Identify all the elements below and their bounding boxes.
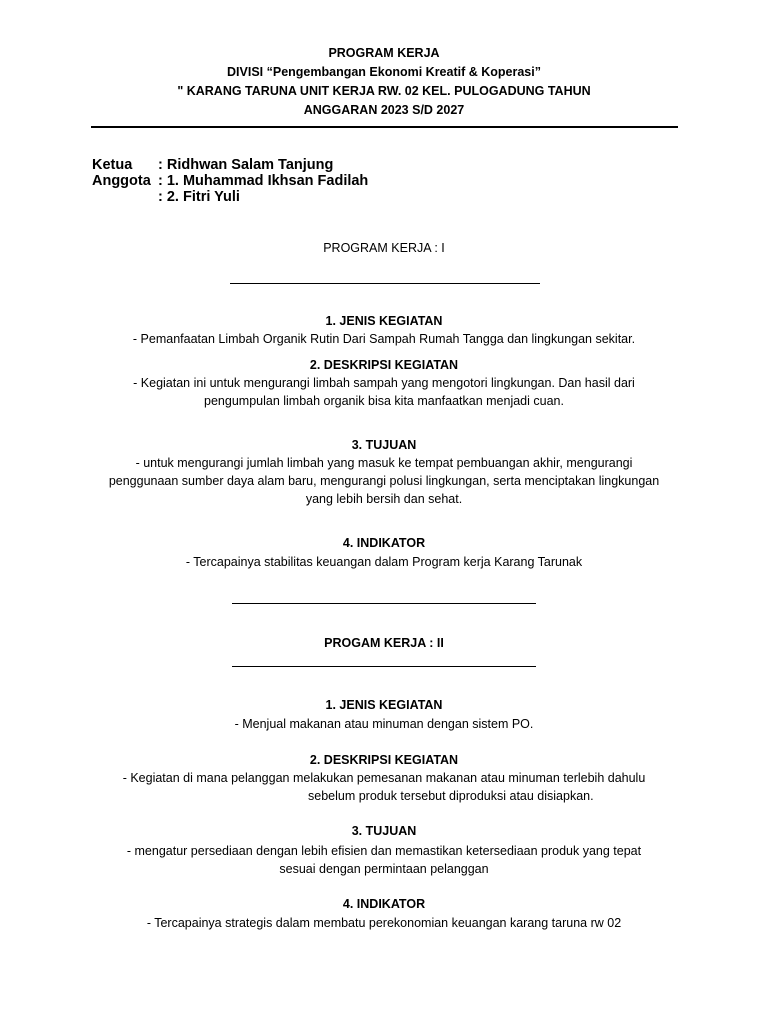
program1-deskripsi-heading: 2. DESKRIPSI KEGIATAN xyxy=(309,358,459,372)
program1-jenis-heading: 1. JENIS KEGIATAN xyxy=(325,314,443,328)
program1-tujuan-line2: penggunaan sumber daya alam baru, mengurangi polusi lingkungan, serta menciptakan lingkungan xyxy=(108,474,660,488)
header-division: DIVISI “Pengembangan Ekonomi Kreatif & Koperasi” xyxy=(227,65,541,79)
anggota-spacer xyxy=(92,189,158,205)
program2-deskripsi-heading: 2. DESKRIPSI KEGIATAN xyxy=(309,753,459,767)
program-separator-rule xyxy=(232,603,536,604)
ketua-value: : Ridhwan Salam Tanjung xyxy=(158,157,334,173)
program1-indikator-text: - Tercapainya stabilitas keuangan dalam Program kerja Karang Tarunak xyxy=(185,555,583,569)
anggota-row-2 xyxy=(92,189,368,205)
program1-indikator-heading: 4. INDIKATOR xyxy=(342,536,426,550)
anggota-1: : 1. Muhammad Ikhsan Fadilah xyxy=(158,173,369,189)
program1-tujuan-line3: yang lebih bersih dan sehat. xyxy=(305,492,463,506)
program1-tujuan-heading: 3. TUJUAN xyxy=(351,438,417,452)
program1-deskripsi-line1: - Kegiatan ini untuk mengurangi limbah sampah yang mengotori lingkungan. Dan hasil dari xyxy=(133,376,635,390)
program2-deskripsi-line2: sebelum produk tersebut diproduksi atau disiapkan. xyxy=(308,789,594,803)
program2-tujuan-line1: - mengatur persediaan dengan lebih efisien dan memastikan ketersediaan produk yang tepat xyxy=(126,844,642,858)
header-budget-year: ANGGARAN 2023 S/D 2027 xyxy=(303,103,465,117)
document-header xyxy=(0,44,768,120)
header-organization: " KARANG TARUNA UNIT KERJA RW. 02 KEL. PULOGADUNG TAHUN xyxy=(177,84,591,98)
program2-indikator-text: - Tercapainya strategis dalam membatu perekonomian keuangan karang taruna rw 02 xyxy=(146,916,622,930)
program1-title-rule xyxy=(230,283,540,284)
program1-jenis-text: - Pemanfaatan Limbah Organik Rutin Dari Sampah Rumah Tangga dan lingkungan sekitar. xyxy=(132,332,636,346)
anggota-2: : 2. Fitri Yuli xyxy=(158,189,240,205)
members-block xyxy=(92,157,368,205)
program2-title-rule xyxy=(232,666,536,667)
program2-indikator-heading: 4. INDIKATOR xyxy=(342,897,426,911)
program1-tujuan-line1: - untuk mengurangi jumlah limbah yang masuk ke tempat pembuangan akhir, mengurangi xyxy=(135,456,633,470)
ketua-row xyxy=(92,157,368,173)
program1-deskripsi-line2: pengumpulan limbah organik bisa kita manfaatkan menjadi cuan. xyxy=(204,394,564,408)
anggota-label: Anggota xyxy=(92,173,151,189)
header-divider xyxy=(91,126,678,128)
program2-jenis-text: - Menjual makanan atau minuman dengan sistem PO. xyxy=(234,717,534,731)
program2-deskripsi-line2-wrap xyxy=(0,787,768,805)
program1-title: PROGRAM KERJA : I xyxy=(323,241,445,255)
program2-title: PROGAM KERJA : II xyxy=(324,636,444,650)
ketua-label: Ketua xyxy=(92,157,133,173)
program2-jenis-heading: 1. JENIS KEGIATAN xyxy=(325,698,443,712)
anggota-row xyxy=(92,173,368,189)
program2-tujuan-line2: sesuai dengan permintaan pelanggan xyxy=(279,862,489,876)
program2-deskripsi-line1: - Kegiatan di mana pelanggan melakukan pemesanan makanan atau minuman terlebih dahulu xyxy=(122,771,646,785)
program2-tujuan-heading: 3. TUJUAN xyxy=(351,824,417,838)
header-title: PROGRAM KERJA xyxy=(328,46,440,60)
